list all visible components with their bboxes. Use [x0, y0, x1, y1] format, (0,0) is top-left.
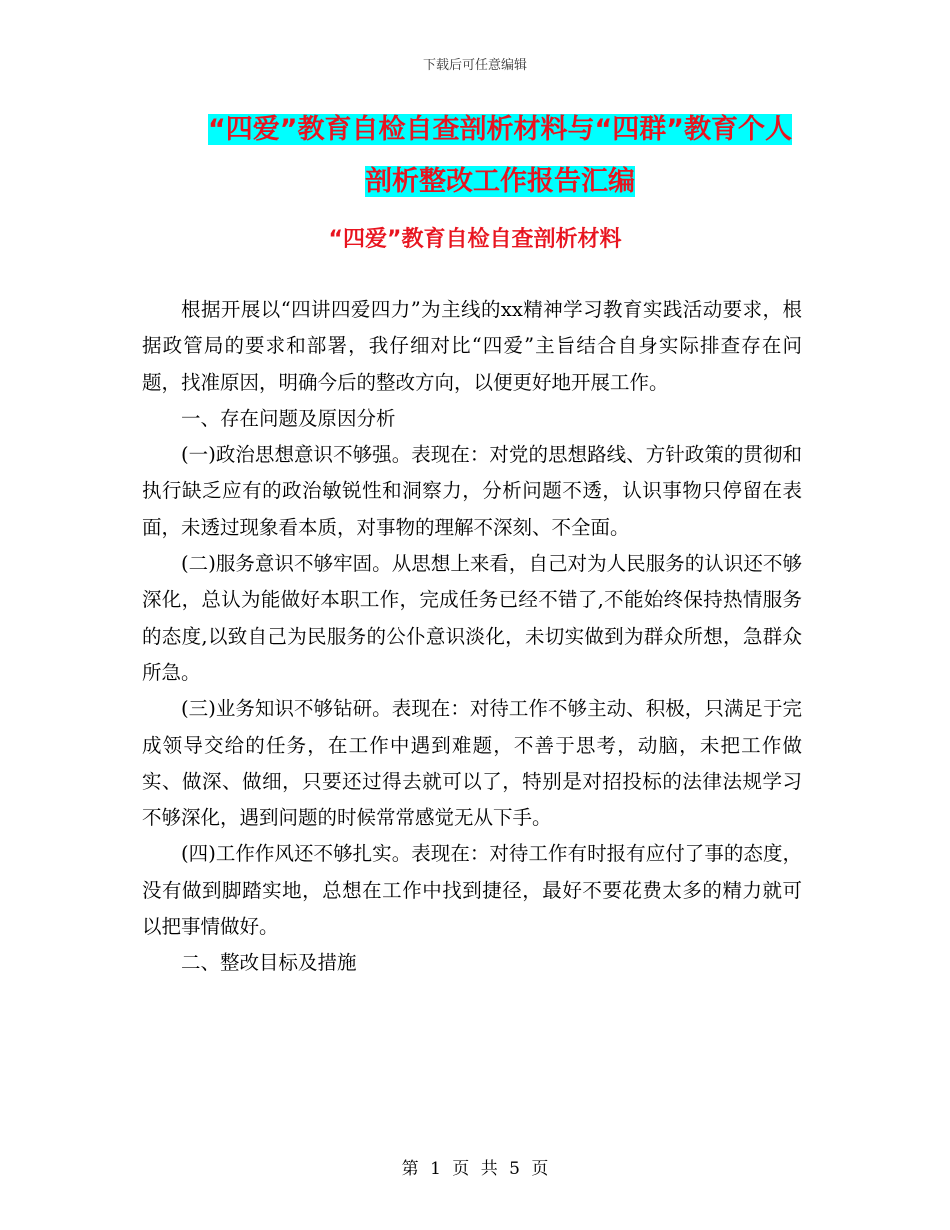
paragraph-item-4: (四)工作作风还不够扎实。表现在：对待工作有时报有应付了事的态度，没有做到脚踏实地，总想在工作中找到捷径，最好不要花费太多的精力就可以把事情做好。 [142, 842, 802, 939]
paragraph-intro: 根据开展以“四讲四爱四力”为主线的xx精神学习教育实践活动要求，根据政管局的要求和部署，我仔细对比“四爱”主旨结合自身实际排查存在问题，找准原因，明确今后的整改方向，以便更好地开展工作。 [142, 298, 802, 394]
paragraph-item-2: (二)服务意识不够牢固。从思想上来看，自己对为人民服务的认识还不够深化，总认为能做好本职工作，完成任务已经不错了,不能始终保持热情服务的态度,以致自己为民服务的公仆意识淡化，未切实做到为群众所想，急群众所急。 [142, 552, 802, 684]
document-title-line-2: 剖析整改工作报告汇编 [365, 166, 635, 197]
heading-problems-analysis: 一、存在问题及原因分析 [181, 406, 396, 430]
paragraph-item-3: (三)业务知识不够钻研。表现在：对待工作不够主动、积极，只满足于完成领导交给的任务，在工作中遇到难题，不善于思考，动脑，未把工作做实、做深、做细，只要还过得去就可以了，特别是对招投标的法律法规学习不够深化，遇到问题的时候常常感觉无从下手。 [142, 697, 802, 830]
header-note: 下载后可任意编辑 [422, 58, 527, 73]
section-title: “四爱”教育自检自查剖析材料 [328, 227, 622, 252]
document-title [150, 104, 850, 208]
paragraph-item-1: (一)政治思想意识不够强。表现在：对党的思想路线、方针政策的贯彻和执行缺乏应有的政治敏锐性和洞察力，分析问题不透，认识事物只停留在表面，未透过现象看本质，对事物的理解不深刻、不全面。 [142, 443, 802, 539]
document-title-line-1: “四爱”教育自检自查剖析材料与“四群”教育个人 [208, 114, 792, 145]
page-number-footer: 第 1 页 共 5 页 [401, 1159, 549, 1179]
document-body [142, 292, 802, 982]
heading-rectification-goals: 二、整改目标及措施 [181, 951, 357, 975]
